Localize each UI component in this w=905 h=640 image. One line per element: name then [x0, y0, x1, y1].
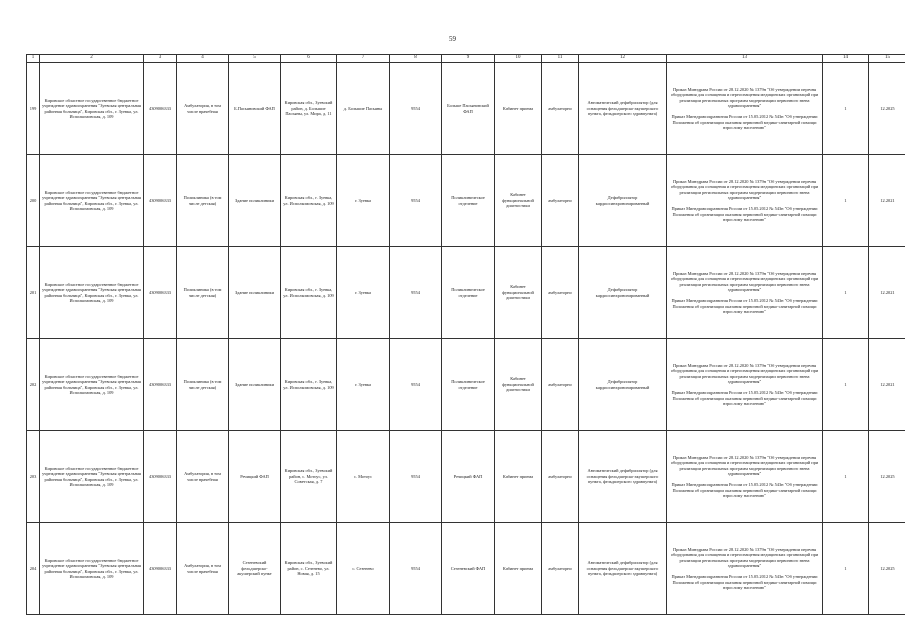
row-number: 203: [27, 431, 40, 523]
inn-cell: 4309006333: [144, 431, 177, 523]
equipment-cell: Автоматический дефибриллятор (для оснащения фельдшерско-акушерского пункта, фельдшерского здравпункта): [579, 63, 667, 155]
date-cell: 12.2021: [869, 339, 905, 431]
table-row: [27, 247, 905, 339]
column-number-row: [27, 55, 905, 63]
column-header: 3: [144, 55, 177, 63]
inn-cell: 4309006333: [144, 155, 177, 247]
row-number: 199: [27, 63, 40, 155]
room-cell: Кабинет функциональной диагностики: [495, 339, 542, 431]
organization-cell: Кировское областное государственное бюджетное учреждение здравоохранения "Зуевская центральная районная больница", Кировская обл., г. Зуевка, ул. Исполкомовская, д. 109: [40, 523, 144, 615]
structural-unit-cell: Здание поликлиники: [229, 339, 281, 431]
department-cell: Речицкий ФАП: [442, 431, 495, 523]
address-cell: Кировская обл., г. Зуевка, ул. Исполкомовская, д. 109: [281, 247, 337, 339]
inn-cell: 4309006333: [144, 247, 177, 339]
quantity-cell: 1: [823, 63, 869, 155]
equipment-cell: Дефибриллятор кардиосинхронизированный: [579, 247, 667, 339]
settlement-cell: г. Зуевка: [337, 339, 390, 431]
structural-unit-cell: Здание поликлиники: [229, 247, 281, 339]
settlement-cell: с. Мотоус: [337, 431, 390, 523]
facility-type-cell: Амбулатория, в том числе врачебная: [177, 431, 229, 523]
code-cell: 9554: [390, 155, 442, 247]
facility-type-cell: Амбулатория, в том числе врачебная: [177, 63, 229, 155]
page-number: 59: [449, 35, 456, 43]
column-header: 10: [495, 55, 542, 63]
column-header: 14: [823, 55, 869, 63]
care-form-cell: амбулаторно: [542, 431, 579, 523]
inn-cell: 4309006333: [144, 523, 177, 615]
structural-unit-cell: Здание поликлиники: [229, 155, 281, 247]
equipment-table: [26, 54, 905, 615]
basis-cell: Приказ Минздрава России от 28.12.2020 № 1379н "Об утверждении перечня оборудования для оснащения и переоснащения медицинских организаций при реализации региональных программ модернизации первичного звена здравоохранения" Приказ Минздравсоцразвития России от 15.05.2012 № 543н "Об утверждении Положения об организации оказания первичной медико-санитарной помощи взрослому населению": [667, 431, 823, 523]
organization-cell: Кировское областное государственное бюджетное учреждение здравоохранения "Зуевская центральная районная больница", Кировская обл., г. Зуевка, ул. Исполкомовская, д. 109: [40, 247, 144, 339]
department-cell: Сезеневский ФАП: [442, 523, 495, 615]
row-number: 200: [27, 155, 40, 247]
date-cell: 12.2021: [869, 247, 905, 339]
department-cell: Поликлиническое отделение: [442, 339, 495, 431]
code-cell: 9554: [390, 339, 442, 431]
date-cell: 12.2025: [869, 431, 905, 523]
code-cell: 9554: [390, 247, 442, 339]
equipment-cell: Автоматический дефибриллятор (для оснащения фельдшерско-акушерского пункта, фельдшерского здравпункта): [579, 523, 667, 615]
structural-unit-cell: Речицкий ФАП: [229, 431, 281, 523]
table-body: [27, 63, 905, 615]
quantity-cell: 1: [823, 247, 869, 339]
address-cell: Кировская обл., Зуевский район, с. Сезенево, ул. Новая, д. 15: [281, 523, 337, 615]
structural-unit-cell: Б.Пасьяновский ФАП: [229, 63, 281, 155]
facility-type-cell: Поликлиника (в том числе детская): [177, 155, 229, 247]
care-form-cell: амбулаторно: [542, 339, 579, 431]
code-cell: 9554: [390, 63, 442, 155]
organization-cell: Кировское областное государственное бюджетное учреждение здравоохранения "Зуевская центральная районная больница", Кировская обл., г. Зуевка, ул. Исполкомовская, д. 109: [40, 431, 144, 523]
department-cell: Больше Пасьяновский ФАП: [442, 63, 495, 155]
date-cell: 12.2021: [869, 155, 905, 247]
settlement-cell: д. Большие Пасьяны: [337, 63, 390, 155]
column-header: 4: [177, 55, 229, 63]
equipment-cell: Дефибриллятор кардиосинхронизированный: [579, 155, 667, 247]
table-row: [27, 155, 905, 247]
basis-cell: Приказ Минздрава России от 28.12.2020 № 1379н "Об утверждении перечня оборудования для оснащения и переоснащения медицинских организаций при реализации региональных программ модернизации первичного звена здравоохранения" Приказ Минздравсоцразвития России от 15.05.2012 № 543н "Об утверждении Положения об организации оказания первичной медико-санитарной помощи взрослому населению": [667, 155, 823, 247]
address-cell: Кировская обл., г. Зуевка, ул. Исполкомовская, д. 109: [281, 339, 337, 431]
address-cell: Кировская обл., Зуевский район, с. Мотоус, ул. Советская, д. 7: [281, 431, 337, 523]
address-cell: Кировская обл., г. Зуевка, ул. Исполкомовская, д. 109: [281, 155, 337, 247]
table-row: [27, 339, 905, 431]
room-cell: Кабинет функциональной диагностики: [495, 155, 542, 247]
column-header: 12: [579, 55, 667, 63]
care-form-cell: амбулаторно: [542, 155, 579, 247]
table-row: [27, 63, 905, 155]
facility-type-cell: Амбулатория, в том числе врачебная: [177, 523, 229, 615]
room-cell: Кабинет приема: [495, 523, 542, 615]
basis-cell: Приказ Минздрава России от 28.12.2020 № 1379н "Об утверждении перечня оборудования для оснащения и переоснащения медицинских организаций при реализации региональных программ модернизации первичного звена здравоохранения" Приказ Минздравсоцразвития России от 15.05.2012 № 543н "Об утверждении Положения об организации оказания первичной медико-санитарной помощи взрослому населению": [667, 523, 823, 615]
organization-cell: Кировское областное государственное бюджетное учреждение здравоохранения "Зуевская центральная районная больница", Кировская обл., г. Зуевка, ул. Исполкомовская, д. 109: [40, 63, 144, 155]
column-header: 7: [337, 55, 390, 63]
care-form-cell: амбулаторно: [542, 523, 579, 615]
settlement-cell: с. Сезенево: [337, 523, 390, 615]
row-number: 202: [27, 339, 40, 431]
column-header: 2: [40, 55, 144, 63]
care-form-cell: амбулаторно: [542, 247, 579, 339]
row-number: 201: [27, 247, 40, 339]
organization-cell: Кировское областное государственное бюджетное учреждение здравоохранения "Зуевская центральная районная больница", Кировская обл., г. Зуевка, ул. Исполкомовская, д. 109: [40, 339, 144, 431]
date-cell: 12.2025: [869, 63, 905, 155]
organization-cell: Кировское областное государственное бюджетное учреждение здравоохранения "Зуевская центральная районная больница", Кировская обл., г. Зуевка, ул. Исполкомовская, д. 109: [40, 155, 144, 247]
code-cell: 9554: [390, 431, 442, 523]
facility-type-cell: Поликлиника (в том числе детская): [177, 247, 229, 339]
column-header: 11: [542, 55, 579, 63]
basis-cell: Приказ Минздрава России от 28.12.2020 № 1379н "Об утверждении перечня оборудования для оснащения и переоснащения медицинских организаций при реализации региональных программ модернизации первичного звена здравоохранения" Приказ Минздравсоцразвития России от 15.05.2012 № 543н "Об утверждении Положения об организации оказания первичной медико-санитарной помощи взрослому населению": [667, 339, 823, 431]
facility-type-cell: Поликлиника (в том числе детская): [177, 339, 229, 431]
column-header: 5: [229, 55, 281, 63]
equipment-cell: Дефибриллятор кардиосинхронизированный: [579, 339, 667, 431]
care-form-cell: амбулаторно: [542, 63, 579, 155]
table-row: [27, 431, 905, 523]
equipment-cell: Автоматический дефибриллятор (для оснащения фельдшерско-акушерского пункта, фельдшерского здравпункта): [579, 431, 667, 523]
column-header: 1: [27, 55, 40, 63]
column-header: 9: [442, 55, 495, 63]
inn-cell: 4309006333: [144, 339, 177, 431]
table-row: [27, 523, 905, 615]
basis-cell: Приказ Минздрава России от 28.12.2020 № 1379н "Об утверждении перечня оборудования для оснащения и переоснащения медицинских организаций при реализации региональных программ модернизации первичного звена здравоохранения" Приказ Минздравсоцразвития России от 15.05.2012 № 543н "Об утверждении Положения об организации оказания первичной медико-санитарной помощи взрослому населению": [667, 63, 823, 155]
department-cell: Поликлиническое отделение: [442, 155, 495, 247]
quantity-cell: 1: [823, 431, 869, 523]
column-header: 15: [869, 55, 905, 63]
room-cell: Кабинет приема: [495, 63, 542, 155]
column-header: 13: [667, 55, 823, 63]
settlement-cell: г. Зуевка: [337, 155, 390, 247]
room-cell: Кабинет приема: [495, 431, 542, 523]
room-cell: Кабинет функциональной диагностики: [495, 247, 542, 339]
address-cell: Кировская обл., Зуевский район, д. Большие Пасьяны, ул. Мира, д. 11: [281, 63, 337, 155]
settlement-cell: г. Зуевка: [337, 247, 390, 339]
row-number: 204: [27, 523, 40, 615]
quantity-cell: 1: [823, 523, 869, 615]
quantity-cell: 1: [823, 339, 869, 431]
quantity-cell: 1: [823, 155, 869, 247]
structural-unit-cell: Сезеневский фельдшерско-акушерский пункт: [229, 523, 281, 615]
department-cell: Поликлиническое отделение: [442, 247, 495, 339]
column-header: 8: [390, 55, 442, 63]
date-cell: 12.2025: [869, 523, 905, 615]
code-cell: 9554: [390, 523, 442, 615]
inn-cell: 4309006333: [144, 63, 177, 155]
column-header: 6: [281, 55, 337, 63]
basis-cell: Приказ Минздрава России от 28.12.2020 № 1379н "Об утверждении перечня оборудования для оснащения и переоснащения медицинских организаций при реализации региональных программ модернизации первичного звена здравоохранения" Приказ Минздравсоцразвития России от 15.05.2012 № 543н "Об утверждении Положения об организации оказания первичной медико-санитарной помощи взрослому населению": [667, 247, 823, 339]
